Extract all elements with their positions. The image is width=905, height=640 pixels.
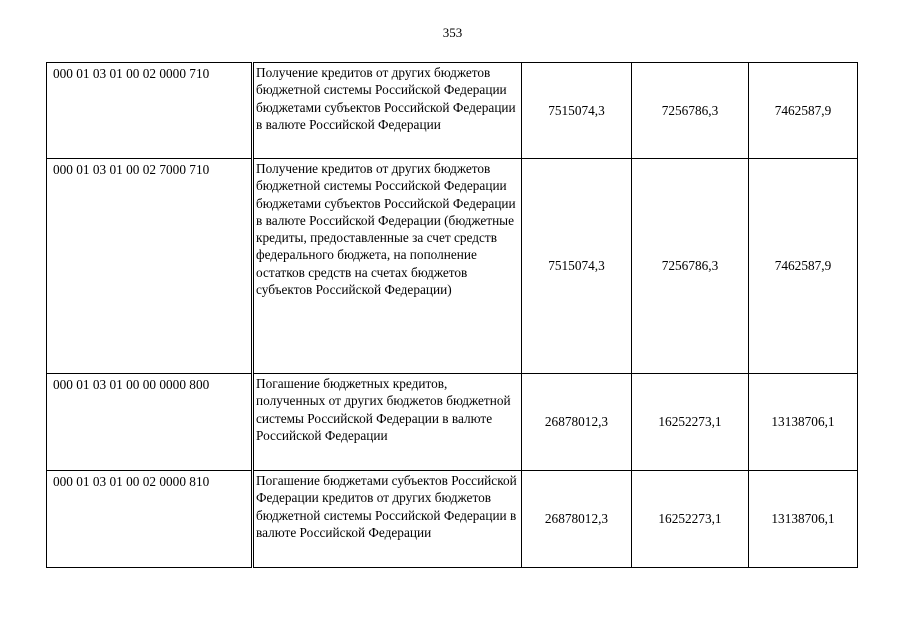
budget-sources-table [46, 62, 858, 568]
value-year-2-cell: 7256786,3 [632, 63, 749, 159]
budget-code-cell: 000 01 03 01 00 02 0000 710 [47, 63, 253, 159]
value-year-2-cell: 16252273,1 [632, 374, 749, 471]
value-year-1-cell: 7515074,3 [522, 159, 632, 374]
value-year-3-cell: 13138706,1 [749, 374, 858, 471]
description-cell: Погашение бюджетами субъектов Российской Федерации кредитов от других бюджетов бюджетной системы Российской Федерации в валюте Российской Федерации [253, 471, 522, 568]
value-year-1-cell: 26878012,3 [522, 471, 632, 568]
value-year-1-cell: 26878012,3 [522, 374, 632, 471]
description-cell: Погашение бюджетных кредитов, полученных от других бюджетов бюджетной системы Российской Федерации в валюте Российской Федерации [253, 374, 522, 471]
value-year-3-cell: 13138706,1 [749, 471, 858, 568]
table-row [47, 159, 858, 374]
description-cell: Получение кредитов от других бюджетов бюджетной системы Российской Федерации бюджетами субъектов Российской Федерации в валюте Российской Федерации [253, 63, 522, 159]
description-cell: Получение кредитов от других бюджетов бюджетной системы Российской Федерации бюджетами субъектов Российской Федерации в валюте Российской Федерации (бюджетные кредиты, предоставленные за счет средств федерального бюджета, на пополнение остатков средств на счетах бюджетов субъектов Российской Федерации) [253, 159, 522, 374]
table-row [47, 374, 858, 471]
value-year-2-cell: 16252273,1 [632, 471, 749, 568]
value-year-1-cell: 7515074,3 [522, 63, 632, 159]
page-number: 353 [442, 25, 463, 40]
table-row [47, 63, 858, 159]
budget-code-cell: 000 01 03 01 00 02 0000 810 [47, 471, 253, 568]
value-year-2-cell: 7256786,3 [632, 159, 749, 374]
table-row [47, 471, 858, 568]
value-year-3-cell: 7462587,9 [749, 159, 858, 374]
budget-code-cell: 000 01 03 01 00 00 0000 800 [47, 374, 253, 471]
value-year-3-cell: 7462587,9 [749, 63, 858, 159]
budget-code-cell: 000 01 03 01 00 02 7000 710 [47, 159, 253, 374]
